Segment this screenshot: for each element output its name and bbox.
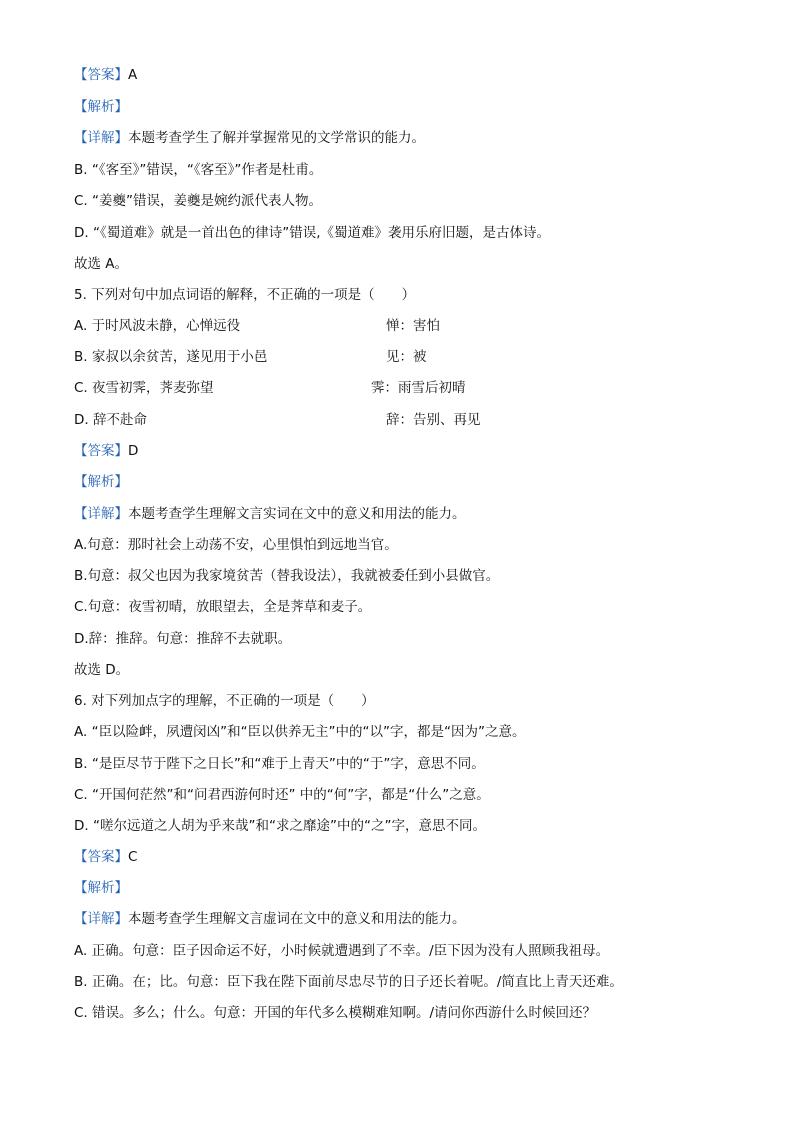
conclusion-line: 故选 A。 [74, 256, 129, 272]
analysis-line: C.句意：夜雪初晴，放眼望去，全是荠草和麦子。 [74, 599, 372, 615]
analysis-line: A. 正确。句意：臣子因命运不好，小时候就遭遇到了不幸。/臣下因为没有人照顾我祖母。 [74, 943, 610, 959]
answer-value: D [128, 443, 139, 459]
question-stem: 5. 下列对句中加点词语的解释，不正确的一项是（ ） [74, 287, 416, 303]
answer-tag: 【答案】 [74, 67, 128, 83]
detail-tag: 【详解】 [74, 506, 128, 522]
question-option: A. “臣以险衅，夙遭闵凶”和“臣以供养无主”中的“以”字，都是“因为”之意。 [74, 724, 526, 740]
analysis-tag: 【解析】 [74, 880, 128, 896]
detail-line [74, 129, 425, 147]
option-note: 辞：告别、再见 [386, 412, 481, 428]
question-stem: 6. 对下列加点字的理解，不正确的一项是（ ） [74, 693, 375, 709]
analysis-line: B. 正确。在；比。句意：臣下我在陛下面前尽忠尽节的日子还长着呢。/简直比上青天还难。 [74, 974, 623, 990]
question-option: D. “嗟尔远道之人胡为乎来哉”和“求之靡途”中的“之”字，意思不同。 [74, 818, 486, 834]
analysis-tag: 【解析】 [74, 474, 128, 490]
option-note: 霁：雨雪后初晴 [371, 380, 466, 396]
detail-text: 本题考查学生理解文言实词在文中的意义和用法的能力。 [128, 506, 466, 522]
analysis-line: D.辞：推辞。句意：推辞不去就职。 [74, 631, 292, 647]
answer-tag: 【答案】 [74, 849, 128, 865]
option-text: A. 于时风波未静，心惮远役 [74, 318, 241, 334]
question-option: B. “是臣尽节于陛下之日长”和“难于上青天”中的“于”字，意思不同。 [74, 756, 485, 772]
analysis-line: A.句意：那时社会上动荡不安，心里惧怕到远地当官。 [74, 537, 398, 553]
option-text: C. 夜雪初霁，荠麦弥望 [74, 380, 214, 396]
detail-text: 本题考查学生理解文言虚词在文中的意义和用法的能力。 [128, 911, 466, 927]
answer-line [74, 848, 137, 866]
analysis-heading [74, 879, 128, 897]
detail-tag: 【详解】 [74, 911, 128, 927]
question-option: C. “开国何茫然”和“问君西游何时还” 中的“何”字，都是“什么”之意。 [74, 787, 490, 803]
analysis-line: B.句意：叔父也因为我家境贫苦（替我设法），我就被委任到小县做官。 [74, 568, 500, 584]
detail-line [74, 505, 466, 523]
detail-text: 本题考查学生了解并掌握常见的文学常识的能力。 [128, 130, 425, 146]
answer-line [74, 442, 138, 460]
analysis-heading [74, 98, 128, 116]
analysis-heading [74, 473, 128, 491]
answer-value: A [128, 67, 138, 83]
analysis-line: C. “姜夔”错误，姜夔是婉约派代表人物。 [74, 193, 322, 209]
detail-tag: 【详解】 [74, 130, 128, 146]
detail-line [74, 910, 466, 928]
option-note: 惮：害怕 [386, 318, 440, 334]
option-text: B. 家叔以余贫苦，遂见用于小邑 [74, 349, 268, 365]
analysis-line: C. 错误。多么；什么。句意：开国的年代多么模糊难知啊。/请问你西游什么时候回还？ [74, 1005, 597, 1021]
answer-line [74, 66, 137, 84]
conclusion-line: 故选 D。 [74, 662, 130, 678]
analysis-tag: 【解析】 [74, 99, 128, 115]
option-note: 见：被 [386, 349, 427, 365]
analysis-line: D. “《蜀道难》就是一首出色的律诗”错误,《蜀道难》袭用乐府旧题，是古体诗。 [74, 225, 551, 241]
answer-value: C [128, 849, 138, 865]
answer-tag: 【答案】 [74, 443, 128, 459]
option-text: D. 辞不赴命 [74, 412, 147, 428]
analysis-line: B. “《客至》”错误，“《客至》”作者是杜甫。 [74, 162, 323, 178]
